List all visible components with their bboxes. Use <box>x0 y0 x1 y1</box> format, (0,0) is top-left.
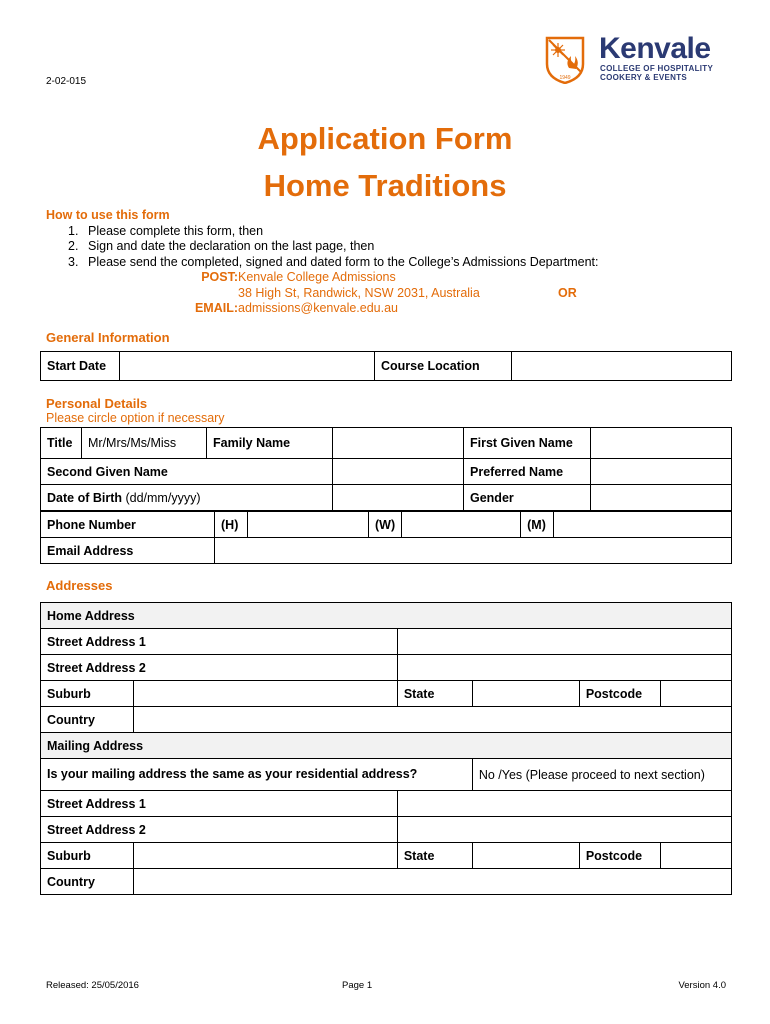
first-given-name-field[interactable] <box>591 428 732 459</box>
kenvale-emblem-icon <box>543 34 587 84</box>
home-street-2-label: Street Address 2 <box>41 655 398 681</box>
same-address-question: Is your mailing address the same as your residential address? <box>41 759 473 791</box>
general-info-table <box>40 351 732 381</box>
logo-name: Kenvale <box>599 32 711 65</box>
same-address-answer[interactable]: No /Yes (Please proceed to next section) <box>472 759 731 791</box>
phone-number-label: Phone Number <box>41 512 215 538</box>
dob-field[interactable] <box>333 485 464 511</box>
home-suburb-field[interactable] <box>134 681 398 707</box>
mail-suburb-field[interactable] <box>134 843 398 869</box>
family-name-field[interactable] <box>333 428 464 459</box>
instructions <box>46 208 599 315</box>
dob-label: Date of Birth (dd/mm/yyyy) <box>41 485 333 511</box>
mailing-address-heading: Mailing Address <box>41 733 732 759</box>
gender-field[interactable] <box>591 485 732 511</box>
mail-country-field[interactable] <box>134 869 732 895</box>
home-street-2-field[interactable] <box>397 655 731 681</box>
general-info-heading: General Information <box>46 330 170 345</box>
mail-street-2-field[interactable] <box>397 817 731 843</box>
released-date: Released: 25/05/2016 <box>46 980 139 991</box>
phone-mobile-label: (M) <box>521 512 554 538</box>
page-number: Page 1 <box>342 980 373 991</box>
mail-postcode-cell <box>579 843 731 869</box>
course-location-label: Course Location <box>375 352 512 381</box>
start-date-field[interactable] <box>120 352 375 381</box>
step-3: 3. Please send the completed, signed and dated form to the College’s Admissions Department: <box>68 254 599 269</box>
step-1: 1. Please complete this form, then <box>68 223 264 238</box>
home-address-heading: Home Address <box>41 603 732 629</box>
home-postcode-cell <box>579 681 731 707</box>
addresses-heading: Addresses <box>46 578 113 593</box>
logo-subtitle: COLLEGE OF HOSPITALITY COOKERY & EVENTS <box>600 64 714 82</box>
form-title: Application Form <box>257 121 513 156</box>
form-subtitle: Home Traditions <box>263 168 507 203</box>
or-label: OR <box>558 285 577 300</box>
mail-state-label: State <box>397 843 472 869</box>
submission-addresses <box>46 270 646 317</box>
phone-work-label: (W) <box>369 512 402 538</box>
email-address-label: Email Address <box>41 538 215 564</box>
personal-details-heading: Personal Details <box>46 396 148 411</box>
mail-postcode-label: Postcode <box>580 843 661 868</box>
home-suburb-label: Suburb <box>41 681 134 707</box>
home-address-table <box>40 602 732 895</box>
title-label: Title <box>41 428 82 459</box>
email-label: EMAIL: <box>194 301 238 315</box>
home-postcode-field[interactable] <box>660 681 731 706</box>
instructions-heading: How to use this form <box>46 208 170 222</box>
family-name-label: Family Name <box>207 428 333 459</box>
kenvale-logo <box>543 34 733 84</box>
phone-home-field[interactable] <box>248 512 369 538</box>
email-address-field[interactable] <box>215 538 732 564</box>
mail-street-2-label: Street Address 2 <box>41 817 398 843</box>
second-given-name-field[interactable] <box>333 459 464 485</box>
mail-postcode-field[interactable] <box>660 843 731 868</box>
phone-work-field[interactable] <box>402 512 521 538</box>
mail-street-1-label: Street Address 1 <box>41 791 398 817</box>
circle-option-note: Please circle option if necessary <box>46 411 225 425</box>
start-date-label: Start Date <box>41 352 120 381</box>
first-given-name-label: First Given Name <box>464 428 591 459</box>
admissions-email-link[interactable]: admissions@kenvale.edu.au <box>238 301 399 315</box>
preferred-name-label: Preferred Name <box>464 459 591 485</box>
home-postcode-label: Postcode <box>580 681 661 706</box>
title-options[interactable]: Mr/Mrs/Ms/Miss <box>82 428 207 459</box>
personal-details-table <box>40 427 732 511</box>
gender-label: Gender <box>464 485 591 511</box>
home-country-field[interactable] <box>134 707 732 733</box>
step-2: 2. Sign and date the declaration on the last page, then <box>68 239 375 253</box>
home-state-label: State <box>397 681 472 707</box>
course-location-field[interactable] <box>512 352 732 381</box>
mail-suburb-label: Suburb <box>41 843 134 869</box>
post-label: POST: <box>201 270 238 284</box>
emblem-year: 1949 <box>559 75 571 81</box>
contact-table <box>40 511 732 564</box>
home-state-field[interactable] <box>472 681 579 707</box>
home-street-1-field[interactable] <box>397 629 731 655</box>
mail-state-field[interactable] <box>472 843 579 869</box>
post-line-1: Kenvale College Admissions <box>238 270 396 284</box>
mail-street-1-field[interactable] <box>397 791 731 817</box>
document-code: 2-02-015 <box>46 76 87 87</box>
mail-country-label: Country <box>41 869 134 895</box>
preferred-name-field[interactable] <box>591 459 732 485</box>
post-line-2: 38 High St, Randwick, NSW 2031, Australia <box>238 285 480 300</box>
phone-home-label: (H) <box>215 512 248 538</box>
version: Version 4.0 <box>678 980 726 991</box>
second-given-name-label: Second Given Name <box>41 459 333 485</box>
phone-mobile-field[interactable] <box>554 512 732 538</box>
home-country-label: Country <box>41 707 134 733</box>
instructions-steps <box>68 224 599 271</box>
home-street-1-label: Street Address 1 <box>41 629 398 655</box>
